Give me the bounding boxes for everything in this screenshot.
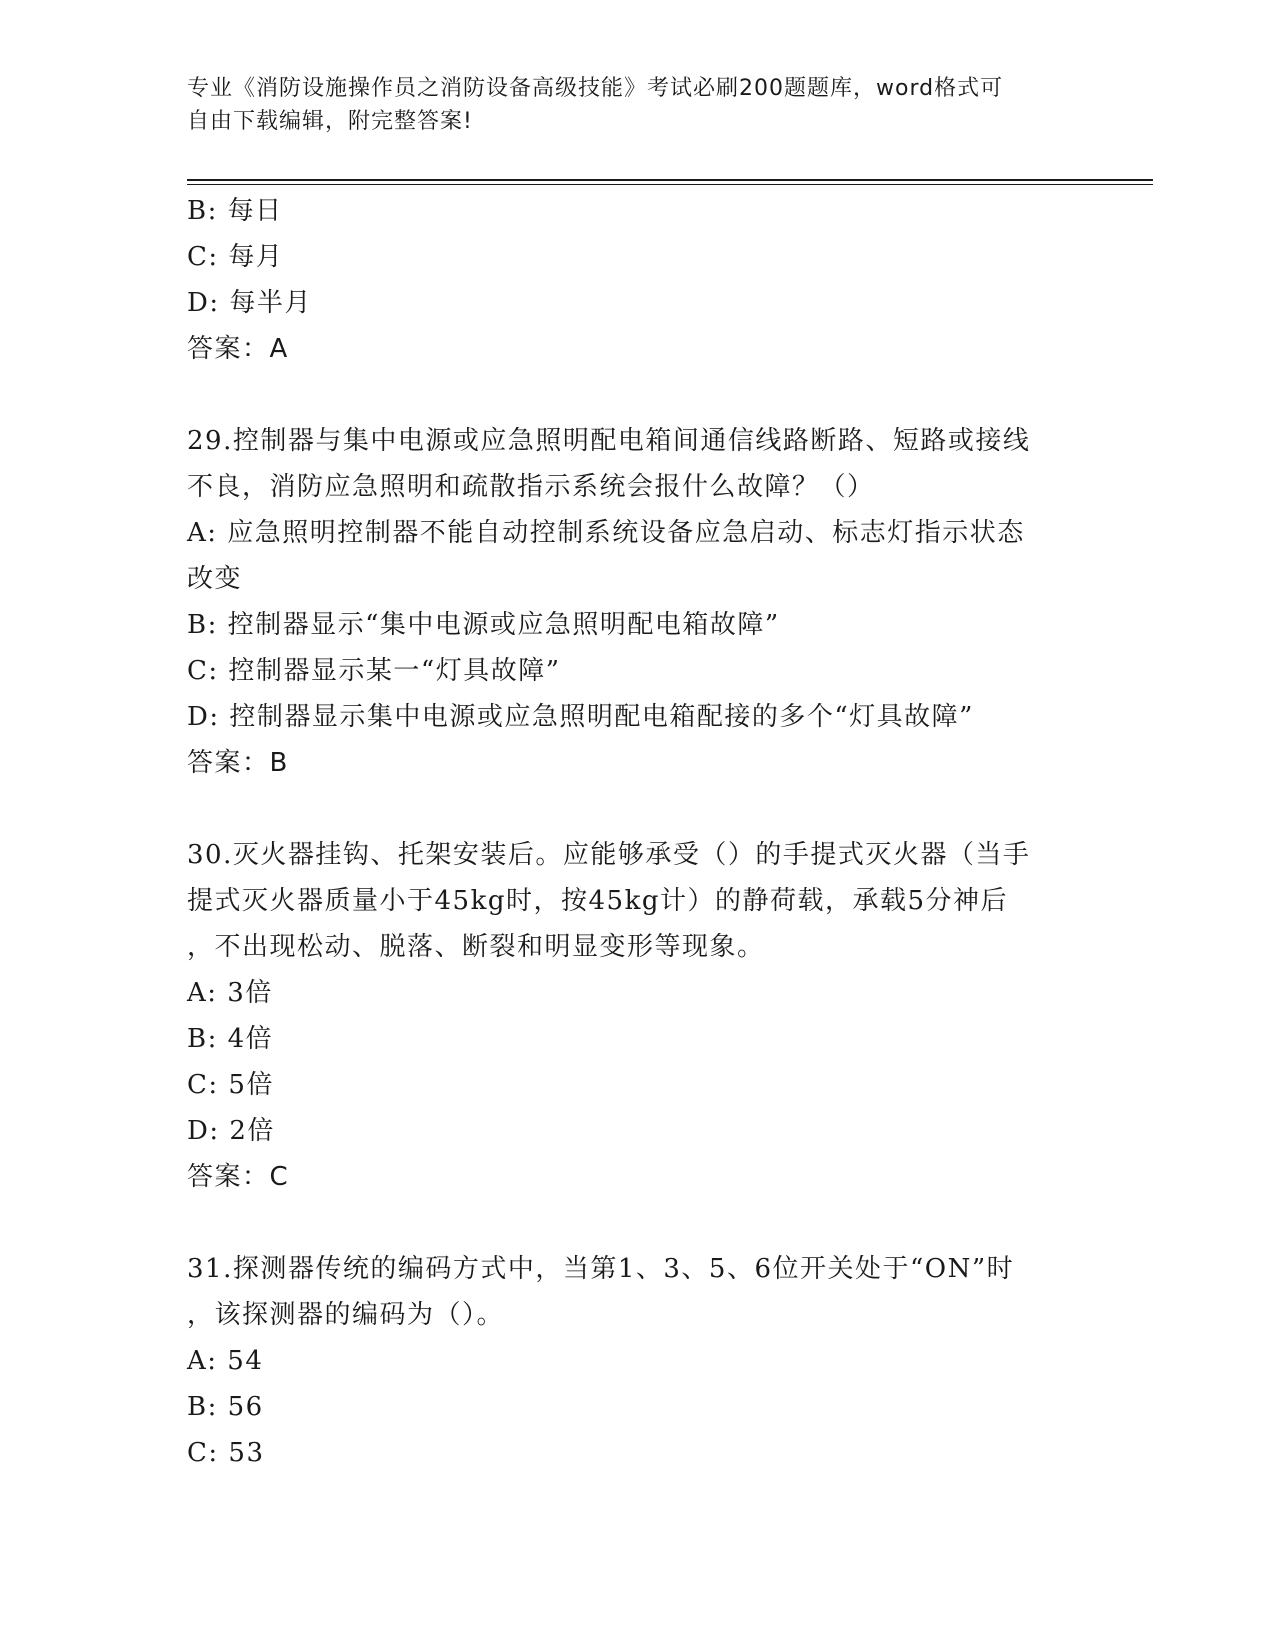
question-28 (187, 188, 1087, 372)
option-d: D: 控制器显示集中电源或应急照明配电箱配接的多个“灯具故障” (187, 702, 974, 732)
spacer (187, 1200, 1087, 1246)
question-30 (187, 832, 1087, 1200)
question-29 (187, 418, 1087, 786)
spacer (187, 372, 1087, 418)
header-line-2: 自由下载编辑，附完整答案! (187, 109, 473, 134)
answer-line: 答案：C (187, 1162, 290, 1192)
option-b: B: 控制器显示“集中电源或应急照明配电箱故障” (187, 610, 780, 640)
header-rule-thick (187, 179, 1153, 181)
option-a: A: 3倍 (187, 978, 273, 1008)
answer-line: 答案：A (187, 334, 289, 364)
option-b: B: 56 (187, 1392, 264, 1422)
question-stem-line: ，不出现松动、脱落、断裂和明显变形等现象。 (187, 932, 765, 962)
spacer (187, 786, 1087, 832)
option-b: B: 每日 (187, 196, 283, 226)
header-rule-thin (187, 184, 1153, 185)
question-stem-line: 不良，消防应急照明和疏散指示系统会报什么故障？（） (187, 472, 875, 502)
option-c: C: 控制器显示某一“灯具故障” (187, 656, 561, 686)
option-c: C: 5倍 (187, 1070, 274, 1100)
answer-line: 答案：B (187, 748, 289, 778)
option-a: A: 54 (187, 1346, 264, 1376)
header-line-1: 专业《消防设施操作员之消防设备高级技能》考试必刷200题题库，word格式可 (187, 76, 1004, 101)
option-a-continued: 改变 (187, 564, 243, 594)
option-b: B: 4倍 (187, 1024, 274, 1054)
option-c: C: 53 (187, 1438, 265, 1468)
question-stem-line: 31.探测器传统的编码方式中，当第1、3、5、6位开关处于“ON”时 (187, 1254, 1015, 1284)
option-a: A: 应急照明控制器不能自动控制系统设备应急启动、标志灯指示状态 (187, 518, 1025, 548)
question-stem-line: ，该探测器的编码为（）。 (187, 1300, 505, 1330)
question-list (187, 188, 1087, 1476)
option-c: C: 每月 (187, 242, 284, 272)
option-d: D: 每半月 (187, 288, 312, 318)
question-stem-line: 29.控制器与集中电源或应急照明配电箱间通信线路断路、短路或接线 (187, 426, 1031, 456)
question-31 (187, 1246, 1087, 1476)
question-stem-line: 提式灭火器质量小于45kg时，按45kg计）的静荷载，承载5分神后 (187, 886, 1009, 916)
question-stem-line: 30.灭火器挂钩、托架安装后。应能够承受（）的手提式灭火器（当手 (187, 840, 1031, 870)
option-d: D: 2倍 (187, 1116, 275, 1146)
document-header (187, 72, 1067, 138)
